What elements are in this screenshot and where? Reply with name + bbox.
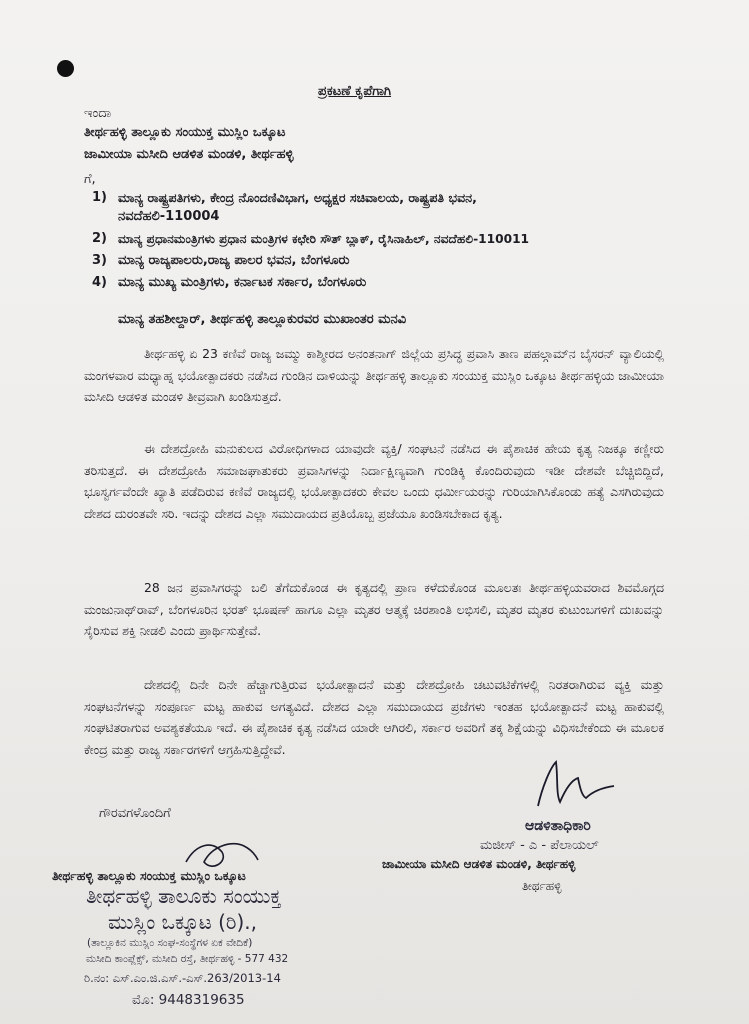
right-signature — [530, 758, 620, 810]
body-paragraph-3: 28 ಜನ ಪ್ರವಾಸಿಗರನ್ನು ಬಲಿ ತೆಗೆದುಕೊಂಡ ಈ ಕೃತ್ಯದಲ್ಲಿ ಪ್ರಾಣ ಕಳೆದುಕೊಂಡ ಮೂಲತಃ ತೀರ್ಥಹಳ್ಳಿಯವರಾದ ಶಿವಮೊಗ್ಗದ ಮಂಜುನಾಥ್‌ರಾವ್, ಬೆಂಗಳೂರಿನ ಭರತ್ ಭೂಷಣ್ ಹಾಗೂ ಎಲ್ಲಾ ಮೃತರ ಆತ್ಮಕ್ಕೆ ಚಿರಶಾಂತಿ ಲಭಿಸಲಿ, ಮೃತರ ಮೃತರ ಕುಟುಂಬಗಳಿಗೆ ದುಃಖವನ್ನು ಸೈರಿಸುವ ಶಕ್ತಿ ನೀಡಲಿ ಎಂದು ಪ್ರಾರ್ಥಿಸುತ್ತೇವೆ. — [84, 580, 664, 638]
recipient-line: ಮಾನ್ಯ ಪ್ರಧಾನಮಂತ್ರಿಗಳು ಪ್ರಧಾನ ಮಂತ್ರಿಗಳ ಕಛೇರಿ ಸೌತ್ ಬ್ಲಾಕ್, ರೈಸಿನಾಹಿಲ್, ನವದೆಹಲಿ-110011 — [118, 232, 530, 246]
sender-line-1: ತೀರ್ಥಹಳ್ಳಿ ತಾಲ್ಲೂಕು ಸಂಯುಕ್ತ ಮುಸ್ಲಿಂ ಒಕ್ಕೂಟ — [84, 125, 286, 140]
left-signatory: ತೀರ್ಥಹಳ್ಳಿ ತಾಲ್ಲೂಕು ಸಂಯುಕ್ತ ಮುಸ್ಲಿಂ ಒಕ್ಕೂಟ — [52, 868, 246, 883]
stamp-name: ಮಜೀಸ್ - ಎ - ಪೆಲಾಯಲ್ — [480, 838, 599, 853]
recipient-num: 1) — [92, 190, 107, 205]
sender-line-2: ಜಾಮೀಯಾ ಮಸೀದಿ ಆಡಳಿತ ಮಂಡಳಿ, ತೀರ್ಥಹಳ್ಳಿ — [84, 147, 294, 162]
closing: ಗೌರವಗಳೊಂದಿಗೆ — [99, 806, 171, 821]
stamp-line: (ತಾಲ್ಲೂಕಿನ ಮುಸ್ಲಿಂ ಸಂಘ-ಸಂಸ್ಥೆಗಳ ಏಕ ವೇದಿಕೆ) — [87, 937, 253, 949]
from-label: ಇಂದಾ — [84, 106, 112, 121]
body-paragraph-2: ಈ ದೇಶದ್ರೋಹಿ ಮನುಕುಲದ ವಿರೋಧಿಗಳಾದ ಯಾವುದೇ ವ್ಯಕ್ತಿ/ ಸಂಘಟನೆ ನಡೆಸಿದ ಈ ಪೈಶಾಚಿಕ ಹೇಯ ಕೃತ್ಯ ನಿಜಕ್ಕೂ ಕಣ್ಣೀರು ತರಿಸುತ್ತದೆ. ಈ ದೇಶದ್ರೋಹಿ ಸಮಾಜಘಾತುಕರು ಪ್ರವಾಸಿಗಳನ್ನು ನಿರ್ದಾಕ್ಷಿಣ್ಯವಾಗಿ ಗುಂಡಿಕ್ಕಿ ಕೊಂದಿರುವುದು ಇಡೀ ದೇಶವೇ ಬೆಚ್ಚಿಬಿದ್ದಿದೆ, ಭೂಸ್ವರ್ಗವೆಂದೇ ಖ್ಯಾತಿ ಪಡೆದಿರುವ ಕಣಿವೆ ರಾಜ್ಯದಲ್ಲಿ ಭಯೋತ್ಪಾದಕರು ಕೇವಲ ಒಂದು ಧರ್ಮೀಯರನ್ನು ಗುರಿಯಾಗಿಸಿಕೊಂಡು ಹತ್ಯೆ ಎಸಗಿರುವುದು ದೇಶದ ದುರಂತವೇ ಸರಿ. ಇದನ್ನು ದೇಶದ ಎಲ್ಲಾ ಸಮುದಾಯದ ಪ್ರತಿಯೊಬ್ಬ ಪ್ರಜೆಯೂ ಖಂಡಿಸಬೇಕಾದ ಕೃತ್ಯ. — [84, 441, 664, 521]
right-signatory-line: ಜಾಮೀಯಾ ಮಸೀದಿ ಆಡಳಿತ ಮಂಡಳಿ, ತೀರ್ಥಹಳ್ಳಿ — [382, 857, 576, 871]
stamp-title: ಆಡಳಿತಾಧಿಕಾರಿ — [525, 818, 591, 834]
stamp-line: ರಿ.ನಂ: ಎಸ್.ಎಂ.ಜಿ.ಎಸ್.-ಎಸ್.263/2013-14 — [84, 971, 281, 985]
stamp-line: ಮಸೀದಿ ಕಾಂಪ್ಲೆಕ್ಸ್, ಮಸೀದಿ ರಸ್ತೆ, ತೀರ್ಥಹಳ್ಳಿ - 577 432 — [86, 953, 289, 965]
letter-heading: ಪ್ರಕಟಣೆ ಕೃಪೆಗಾಗಿ — [318, 84, 392, 99]
body-paragraph-1: ತೀರ್ಥಹಳ್ಳಿ ಏ 23 ಕಣಿವೆ ರಾಜ್ಯ ಜಮ್ಮು ಕಾಶ್ಮೀರದ ಅನಂತನಾಗ್ ಜಿಲ್ಲೆಯ ಪ್ರಸಿದ್ಧ ಪ್ರವಾಸಿ ತಾಣ ಪಹಲ್ಗಾಮ್‌ನ ಬೈಸರನ್ ವ್ಯಾಲಿಯಲ್ಲಿ ಮಂಗಳವಾರ ಮಧ್ಯಾಹ್ನ ಭಯೋತ್ಪಾದಕರು ನಡೆಸಿದ ಗುಂಡಿನ ದಾಳಿಯನ್ನು ತೀರ್ಥಹಳ್ಳಿ ತಾಲ್ಲೂಕು ಸಂಯುಕ್ತ ಮುಸ್ಲಿಂ ಒಕ್ಕೂಟ ತೀರ್ಥಹಳ್ಳಿಯ ಜಾಮೀಯಾ ಮಸೀದಿ ಆಡಳಿತ ಮಂಡಳಿ ತೀವ್ರವಾಗಿ ಖಂಡಿಸುತ್ತದೆ. — [84, 346, 664, 404]
via-line: ಮಾನ್ಯ ತಹಶೀಲ್ದಾರ್, ತೀರ್ಥಹಳ್ಳಿ ತಾಲ್ಲೂಕುರವರ ಮುಖಾಂತರ ಮನವಿ — [118, 312, 407, 327]
recipient-line: ಮಾನ್ಯ ರಾಷ್ಟ್ರಪತಿಗಳು, ಕೇಂದ್ರ ನೊಂದಣಿವಿಭಾಗ, ಅಧ್ಯಕ್ಷರ ಸಚಿವಾಲಯ, ರಾಷ್ಟ್ರಪತಿ ಭವನ, — [118, 190, 477, 205]
stamp-line: ಮುಸ್ಲಿಂ ಒಕ್ಕೂಟ (ರಿ)., — [108, 910, 257, 934]
body-paragraph-4: ದೇಶದಲ್ಲಿ ದಿನೇ ದಿನೇ ಹೆಚ್ಚಾಗುತ್ತಿರುವ ಭಯೋತ್ಪಾದನೆ ಮತ್ತು ದೇಶದ್ರೋಹಿ ಚಟುವಟಿಕೆಗಳಲ್ಲಿ ನಿರತರಾಗಿರುವ ವ್ಯಕ್ತಿ ಮತ್ತು ಸಂಘಟನೆಗಳನ್ನು ಸಂಪೂರ್ಣ ಮಟ್ಟ ಹಾಕುವ ಅಗತ್ಯವಿದೆ. ದೇಶದ ಎಲ್ಲಾ ಸಮುದಾಯದ ಪ್ರಜೆಗಳು ಇಂತಹ ಭಯೋತ್ಪಾದನೆ ಮಟ್ಟ ಹಾಕುವಲ್ಲಿ ಸಂಘಟಿತರಾಗುವ ಅವಶ್ಯಕತೆಯೂ ಇದೆ. ಈ ಪೈಶಾಚಿಕ ಕೃತ್ಯ ನಡೆಸಿದ ಯಾರೇ ಆಗಿರಲಿ, ಸರ್ಕಾರ ಅವರಿಗೆ ತಕ್ಕ ಶಿಕ್ಷೆಯನ್ನು ವಿಧಿಸಬೇಕೆಂದು ಈ ಮೂಲಕ ಕೇಂದ್ರ ಮತ್ತು ರಾಜ್ಯ ಸರ್ಕಾರಗಳಿಗೆ ಆಗ್ರಹಿಸುತ್ತಿದ್ದೇವೆ. — [84, 677, 664, 757]
recipient-num: 3) — [92, 253, 107, 268]
recipient-line: ಮಾನ್ಯ ರಾಜ್ಯಪಾಲರು,ರಾಜ್ಯ ಪಾಲರ ಭವನ, ಬೆಂಗಳೂರು — [118, 253, 350, 268]
right-signatory-place: ತೀರ್ಥಹಳ್ಳಿ — [522, 879, 562, 893]
recipients-label: ಗೆ, — [84, 172, 96, 187]
recipient-num: 4) — [92, 275, 107, 290]
punch-hole — [57, 60, 74, 77]
stamp-line: ಮೊ: 9448319635 — [132, 992, 245, 1008]
recipient-num: 2) — [92, 231, 107, 246]
recipient-line: ಮಾನ್ಯ ಮುಖ್ಯ ಮಂತ್ರಿಗಳು, ಕರ್ನಾಟಕ ಸರ್ಕಾರ, ಬೆಂಗಳೂರು — [118, 275, 367, 290]
stamp-line: ತೀರ್ಥಹಳ್ಳಿ ತಾಲೂಕು ಸಂಯುಕ್ತ — [86, 884, 282, 908]
recipient-line: ನವದೆಹಲಿ-110004 — [118, 209, 220, 224]
